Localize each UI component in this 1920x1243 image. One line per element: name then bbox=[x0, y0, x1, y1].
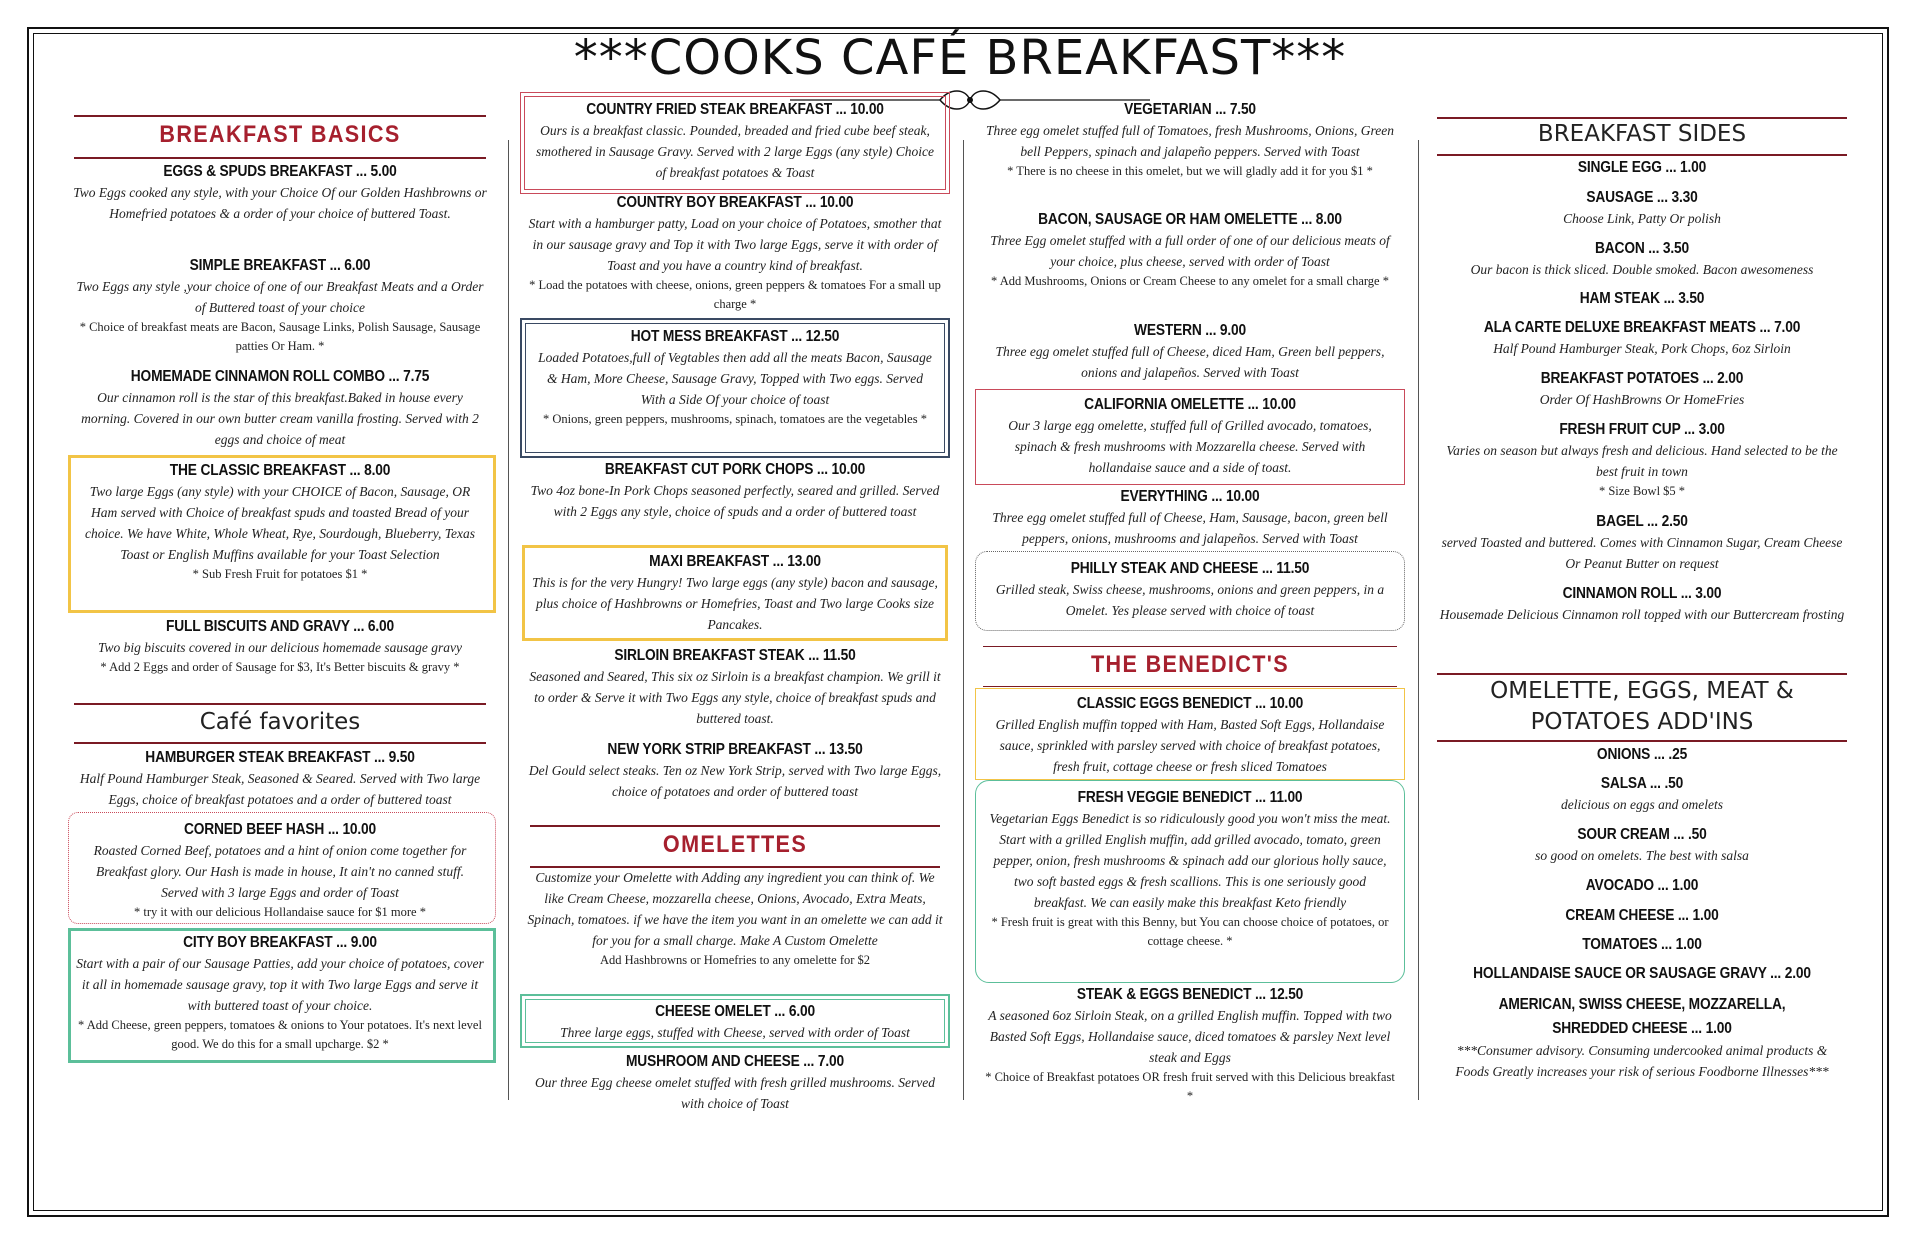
item-title: CORNED BEEF HASH ... 10.00 bbox=[183, 821, 377, 838]
item-description: delicious on eggs and omelets bbox=[1561, 797, 1723, 812]
menu-item bbox=[66, 256, 494, 356]
side-item bbox=[1432, 158, 1852, 178]
omelette-intro bbox=[520, 867, 950, 970]
item-description: Two big biscuits covered in our delicious homemade sausage gravy bbox=[97, 640, 463, 655]
addin-item bbox=[1432, 906, 1852, 926]
addin-item bbox=[1432, 876, 1852, 896]
item-title: FRESH VEGGIE BENEDICT ... 11.00 bbox=[1077, 789, 1303, 806]
item-title: CITY BOY BREAKFAST ... 9.00 bbox=[183, 934, 377, 951]
column-omelets-benedicts bbox=[975, 0, 1405, 1243]
column-divider bbox=[508, 140, 509, 1100]
item-description: Varies on season but always fresh and delicious. Hand selected to be the best fruit in town bbox=[1446, 443, 1838, 479]
item-title: HOMEMADE CINNAMON ROLL COMBO ... 7.75 bbox=[130, 368, 430, 385]
menu-item bbox=[66, 617, 494, 677]
item-description: Half Pound Hamburger Steak, Pork Chops, 6oz Sirloin bbox=[1493, 341, 1791, 356]
item-description: Our 3 large egg omelette, stuffed full of Grilled avocado, tomatoes, spinach & fresh mushrooms with Mozzarella cheese. Served with hollandaise sauce and a side of toast. bbox=[1008, 418, 1372, 475]
item-note: * Add 2 Eggs and order of Sausage for $3, It's Better biscuits & gravy * bbox=[100, 660, 460, 674]
item-note: * Choice of Breakfast potatoes OR fresh fruit served with this Delicious breakfast * bbox=[985, 1070, 1395, 1103]
menu-item bbox=[975, 210, 1405, 291]
menu-item bbox=[979, 694, 1401, 777]
menu-item bbox=[528, 100, 942, 183]
item-title: CINNAMON ROLL ... 3.00 bbox=[1562, 585, 1722, 602]
consumer-advisory bbox=[1442, 1040, 1842, 1082]
intro-note: Add Hashbrowns or Homefries to any omelette for $2 bbox=[599, 953, 871, 967]
menu-item bbox=[975, 487, 1405, 549]
item-description: Our bacon is thick sliced. Double smoked. Bacon awesomeness bbox=[1470, 262, 1814, 277]
item-description: Two 4oz bone-In Pork Chops seasoned perfectly, seared and grilled. Served with 2 Eggs any style, choice of spuds and a order of buttered toast bbox=[530, 483, 940, 519]
menu-item bbox=[981, 559, 1399, 621]
item-title: CLASSIC EGGS BENEDICT ... 10.00 bbox=[1076, 695, 1304, 712]
item-description: Loaded Potatoes,full of Vegtables then add all the meats Bacon, Sausage & Ham, More Cheese, Sausage Gravy, Topped with Two eggs. Served With a Side Of your choice of toast bbox=[538, 350, 932, 407]
menu-item bbox=[975, 100, 1405, 181]
item-description: Start with a pair of our Sausage Patties, add your choice of potatoes, cover it all in homemade sausage gravy, top it with Two large Eggs and serve it with buttered toast of your choice. bbox=[76, 956, 484, 1013]
item-note: * There is no cheese in this omelet, but we will gladly add it for you $1 * bbox=[1007, 164, 1373, 178]
section-rule bbox=[74, 703, 486, 705]
item-note: * Load the potatoes with cheese, onions, green peppers & tomatoes For a small up charge * bbox=[529, 278, 941, 311]
menu-item bbox=[981, 395, 1399, 478]
item-title: SAUSAGE ... 3.30 bbox=[1586, 189, 1698, 206]
item-description: Three egg omelet stuffed full of Cheese, diced Ham, Green bell peppers, onions and jalapeños. Served with Toast bbox=[995, 344, 1385, 380]
section-rule bbox=[74, 115, 486, 117]
item-description: Roasted Corned Beef, potatoes and a hint of onion come together for Breakfast glory. Our Hash is made in house, It ain't no canned stuff. Served with 3 large Eggs and order of Toast bbox=[93, 843, 467, 900]
menu-item bbox=[975, 985, 1405, 1106]
item-title: SIRLOIN BREAKFAST STEAK ... 11.50 bbox=[614, 647, 856, 664]
column-breakfast-basics bbox=[66, 0, 494, 1243]
item-note: * try it with our delicious Hollandaise sauce for $1 more * bbox=[134, 905, 426, 919]
menu-item bbox=[520, 740, 950, 802]
side-item bbox=[1432, 369, 1852, 410]
menu-item bbox=[520, 460, 950, 522]
item-title: HOLLANDAISE SAUCE OR SAUSAGE GRAVY ... 2.00 bbox=[1473, 965, 1811, 982]
item-description: Choose Link, Patty Or polish bbox=[1563, 211, 1721, 226]
side-item bbox=[1432, 420, 1852, 501]
section-rule bbox=[1437, 154, 1847, 156]
item-title: BACON, SAUSAGE OR HAM OMELETTE ... 8.00 bbox=[1038, 211, 1342, 228]
menu-item bbox=[520, 1052, 950, 1114]
item-title: SALSA ... .50 bbox=[1600, 775, 1684, 792]
item-title: NEW YORK STRIP BREAKFAST ... 13.50 bbox=[607, 741, 863, 758]
item-description: Two Eggs cooked any style, with your Choice Of our Golden Hashbrowns or Homefried potatoes & a order of your choice of buttered Toast. bbox=[73, 185, 487, 221]
item-description: Two large Eggs (any style) with your CHOICE of Bacon, Sausage, OR Ham served with Choice of breakfast spuds and toasted Bread of your choice. We have White, Whole Wheat, Rye, Sourdough, Blueberry, Texas Toast or English Muffins available for your Toast Selection bbox=[84, 484, 476, 562]
item-title: PHILLY STEAK AND CHEESE ... 11.50 bbox=[1070, 560, 1310, 577]
section-rule bbox=[1437, 117, 1847, 119]
item-description: Three egg omelet stuffed full of Cheese, Ham, Sausage, bacon, green bell peppers, onions, mushrooms and jalapeños. Served with Toast bbox=[992, 510, 1388, 546]
column-breakfast-specials bbox=[520, 0, 950, 1243]
section-rule bbox=[74, 742, 486, 744]
item-description: Our three Egg cheese omelet stuffed with fresh grilled mushrooms. Served with choice of Toast bbox=[534, 1075, 936, 1111]
side-item bbox=[1432, 188, 1852, 229]
item-title: BAGEL ... 2.50 bbox=[1596, 513, 1688, 530]
menu-item bbox=[66, 748, 494, 810]
column-divider bbox=[1418, 140, 1419, 1100]
item-title: CALIFORNIA OMELETTE ... 10.00 bbox=[1084, 396, 1296, 413]
item-note: * Add Mushrooms, Onions or Cream Cheese to any omelet for a small charge * bbox=[991, 274, 1389, 288]
menu-item bbox=[70, 461, 490, 584]
menu-item bbox=[526, 552, 944, 635]
item-title: HOT MESS BREAKFAST ... 12.50 bbox=[630, 328, 840, 345]
section-rule bbox=[74, 157, 486, 159]
item-description: Grilled steak, Swiss cheese, mushrooms, onions and green peppers, in a Omelet. Yes please served with choice of toast bbox=[995, 582, 1385, 618]
item-title: BACON ... 3.50 bbox=[1595, 240, 1689, 257]
menu-item bbox=[520, 193, 950, 314]
item-description: Three Egg omelet stuffed with a full order of one of our delicious meats of your choice, plus cheese, served with order of Toast bbox=[990, 233, 1390, 269]
section-title-breakfast-basics: BREAKFAST BASICS bbox=[159, 121, 401, 148]
section-title-benedicts: THE BENEDICT'S bbox=[1090, 651, 1290, 678]
item-title: MUSHROOM AND CHEESE ... 7.00 bbox=[626, 1053, 844, 1070]
item-title: FULL BISCUITS AND GRAVY ... 6.00 bbox=[166, 618, 394, 635]
column-divider bbox=[963, 140, 964, 1100]
item-title: COUNTRY FRIED STEAK BREAKFAST ... 10.00 bbox=[586, 101, 884, 118]
item-note: * Choice of breakfast meats are Bacon, Sausage Links, Polish Sausage, Sausage patties Or Ham. * bbox=[79, 320, 481, 353]
menu-item bbox=[70, 933, 490, 1054]
item-description: This is for the very Hungry! Two large eggs (any style) bacon and sausage, plus choice of Hashbrowns or Homefries, Toast and Two large Cooks size Pancakes. bbox=[532, 575, 938, 632]
item-description: Our cinnamon roll is the star of this breakfast.Baked in house every morning. Covered in our own butter cream vanilla frosting. Served with 2 eggs and choice of meat bbox=[81, 390, 479, 447]
item-title: VEGETARIAN ... 7.50 bbox=[1124, 101, 1256, 118]
addin-item bbox=[1432, 964, 1852, 984]
menu-item bbox=[975, 321, 1405, 383]
section-title-omelettes: OMELETTES bbox=[662, 831, 808, 858]
item-note: * Onions, green peppers, mushrooms, spinach, tomatoes are the vegetables * bbox=[543, 412, 927, 426]
item-description: Ours is a breakfast classic. Pounded, breaded and fried cube beef steak, smothered in Sausage Gravy. Served with 2 large Eggs (any style) Choice of breakfast potatoes & Toast bbox=[536, 123, 934, 180]
section-rule bbox=[530, 825, 940, 827]
item-description: Order Of HashBrowns Or HomeFries bbox=[1539, 392, 1745, 407]
item-title: ALA CARTE DELUXE BREAKFAST MEATS ... 7.00 bbox=[1483, 319, 1801, 336]
menu-item bbox=[66, 367, 494, 450]
addin-item bbox=[1432, 745, 1852, 765]
menu-item bbox=[66, 162, 494, 224]
item-description: Start with a hamburger patty, Load on your choice of Potatoes, smother that in our sausage gravy and Top it with Two large Eggs, serve it with order of Toast and you have a country kind of breakfast. bbox=[528, 216, 942, 273]
item-title: STEAK & EGGS BENEDICT ... 12.50 bbox=[1076, 986, 1304, 1003]
section-title-addins: OMELETTE, EGGS, MEAT & POTATOES ADD'INS bbox=[1490, 678, 1794, 735]
item-description: Vegetarian Eggs Benedict is so ridiculously good you won't miss the meat. Start with a grilled English muffin, add grilled avocado, tomato, green pepper, onion, fresh mushrooms & spinach add our glorious holly sauce, two soft basted eggs & fresh scallions. This is one seriously good breakfast. We can easily make this breakfast Keto friendly bbox=[989, 811, 1391, 910]
item-title: TOMATOES ... 1.00 bbox=[1582, 936, 1702, 953]
addin-item bbox=[1432, 935, 1852, 955]
side-item bbox=[1432, 584, 1852, 625]
item-description: so good on omelets. The best with salsa bbox=[1535, 848, 1749, 863]
addin-item bbox=[1432, 774, 1852, 815]
item-description: Housemade Delicious Cinnamon roll topped with our Buttercream frosting bbox=[1439, 607, 1845, 622]
item-title: FRESH FRUIT CUP ... 3.00 bbox=[1559, 421, 1725, 438]
item-description: Del Gould select steaks. Ten oz New York Strip, served with Two large Eggs, choice of potatoes and order of buttered toast bbox=[528, 763, 942, 799]
item-description: Grilled English muffin topped with Ham, Basted Soft Eggs, Hollandaise sauce, sprinkled with parsley served with choice of breakfast potatoes, fresh fruit, cottage cheese or fresh sliced Tomatoes bbox=[995, 717, 1385, 774]
item-note: * Sub Fresh Fruit for potatoes $1 * bbox=[192, 567, 368, 581]
side-item bbox=[1432, 318, 1852, 359]
item-title: EGGS & SPUDS BREAKFAST ... 5.00 bbox=[163, 163, 397, 180]
item-title: MAXI BREAKFAST ... 13.00 bbox=[649, 553, 821, 570]
section-rule bbox=[983, 646, 1397, 647]
item-title: HAMBURGER STEAK BREAKFAST ... 9.50 bbox=[145, 749, 415, 766]
item-title: CHEESE OMELET ... 6.00 bbox=[655, 1003, 815, 1020]
menu-item bbox=[981, 788, 1399, 951]
item-description: Three egg omelet stuffed full of Tomatoes, fresh Mushrooms, Onions, Green bell Peppers, spinach and jalapeño peppers. Served with Toast bbox=[985, 123, 1395, 159]
section-title-breakfast-sides: BREAKFAST SIDES bbox=[1537, 121, 1747, 147]
item-description: Seasoned and Seared, This six oz Sirloin is a breakfast champion. We grill it to order & Serve it with Two Eggs any style, choice of breakfast spuds and buttered toast. bbox=[529, 669, 941, 726]
item-description: Three large eggs, stuffed with Cheese, served with order of Toast bbox=[560, 1025, 910, 1040]
item-title: COUNTRY BOY BREAKFAST ... 10.00 bbox=[616, 194, 854, 211]
item-title: CREAM CHEESE ... 1.00 bbox=[1565, 907, 1719, 924]
item-title: EVERYTHING ... 10.00 bbox=[1120, 488, 1260, 505]
menu-item bbox=[70, 820, 490, 922]
menu-item bbox=[520, 646, 950, 729]
section-title-cafe-favorites: Café favorites bbox=[199, 709, 361, 735]
item-note: * Size Bowl $5 * bbox=[1598, 484, 1686, 498]
item-title: BREAKFAST CUT PORK CHOPS ... 10.00 bbox=[604, 461, 866, 478]
menu-item bbox=[530, 327, 940, 429]
item-description: served Toasted and buttered. Comes with Cinnamon Sugar, Cream Cheese Or Peanut Butter on request bbox=[1441, 535, 1843, 571]
column-sides bbox=[1432, 0, 1852, 1243]
item-title: AVOCADO ... 1.00 bbox=[1585, 877, 1699, 894]
item-title: AMERICAN, SWISS CHEESE, MOZZARELLA, SHREDDED CHEESE ... 1.00 bbox=[1498, 996, 1786, 1037]
item-title: ONIONS ... .25 bbox=[1596, 746, 1688, 763]
menu-item bbox=[520, 1002, 950, 1043]
side-item bbox=[1432, 289, 1852, 309]
item-title: WESTERN ... 9.00 bbox=[1134, 322, 1246, 339]
addin-item bbox=[1442, 993, 1842, 1041]
item-note: * Fresh fruit is great with this Benny, but You can choose choice of potatoes, or cottage cheese. * bbox=[991, 915, 1389, 948]
section-rule bbox=[983, 686, 1397, 687]
item-title: THE CLASSIC BREAKFAST ... 8.00 bbox=[169, 462, 391, 479]
advisory-text: ***Consumer advisory. Consuming undercooked animal products & Foods Greatly increases your risk of serious Foodborne Illnesses*** bbox=[1455, 1043, 1829, 1079]
item-title: SINGLE EGG ... 1.00 bbox=[1577, 159, 1707, 176]
section-rule bbox=[1437, 740, 1847, 742]
intro-text: Customize your Omelette with Adding any ingredient you can think of. We like Cream Cheese, mozzarella cheese, Onions, Avocado, Extra Meats, Spinach, tomatoes. if we have the item you want in an omelette we can add it for you for a small charge. Make A Custom Omelette bbox=[527, 870, 943, 948]
item-title: SIMPLE BREAKFAST ... 6.00 bbox=[189, 257, 371, 274]
item-description: A seasoned 6oz Sirloin Steak, on a grilled English muffin. Topped with two Basted Soft Eggs, Hollandaise sauce, diced tomatoes & parsley Next level steak and Eggs bbox=[988, 1008, 1392, 1065]
item-title: HAM STEAK ... 3.50 bbox=[1579, 290, 1705, 307]
side-item bbox=[1432, 512, 1852, 574]
item-title: BREAKFAST POTATOES ... 2.00 bbox=[1540, 370, 1744, 387]
addin-item bbox=[1432, 825, 1852, 866]
item-title: SOUR CREAM ... .50 bbox=[1577, 826, 1707, 843]
item-note: * Add Cheese, green peppers, tomatoes & onions to Your potatoes. It's next level good. We do this for a small upcharge. $2 * bbox=[78, 1018, 482, 1051]
item-description: Half Pound Hamburger Steak, Seasoned & Seared. Served with Two large Eggs, choice of breakfast potatoes and a order of buttered toast bbox=[79, 771, 481, 807]
item-description: Two Eggs any style ,your choice of one of our Breakfast Meats and a Order of Buttered toast of your choice bbox=[76, 279, 484, 315]
menu-title: ***COOKS CAFÉ BREAKFAST*** bbox=[573, 30, 1347, 86]
side-item bbox=[1432, 239, 1852, 280]
section-rule bbox=[1437, 673, 1847, 675]
